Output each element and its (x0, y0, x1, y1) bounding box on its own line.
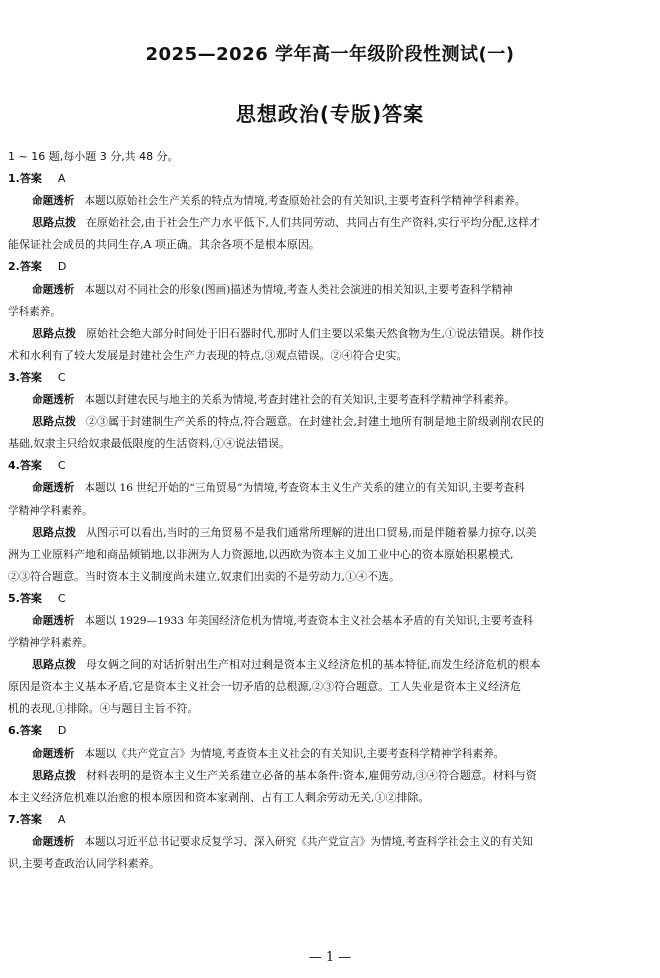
hint-line (32, 212, 650, 234)
analysis-line (32, 190, 650, 212)
answer-label: 答案 (19, 591, 42, 605)
question-answer-header (8, 588, 650, 610)
question-number: 5. (8, 591, 20, 605)
hint-line (8, 698, 650, 720)
hint-paragraph (8, 522, 650, 588)
hint-text: 能保证社会成员的共同生存,A 项正确。其余各项不是根本原因。 (8, 238, 320, 252)
hint-label: 思路点拨 (32, 415, 76, 429)
analysis-paragraph (8, 389, 650, 411)
analysis-label: 命题透析 (32, 195, 75, 208)
hint-text: 洲为工业原料产地和商品倾销地,以非洲为人力资源地,以西欧为资本主义加工业中心的资本原始积累模式, (8, 547, 514, 561)
answer-letter: A (57, 812, 66, 826)
hint-line (8, 433, 650, 455)
hint-text: ②③属于封建制生产关系的特点,符合题意。在封建社会,封建土地所有制是地主阶级剥削农民的 (86, 415, 544, 429)
hint-line (8, 544, 650, 566)
analysis-paragraph (8, 279, 650, 323)
hint-paragraph (8, 212, 650, 256)
hint-text: 材料表明的是资本主义生产关系建立必备的基本条件:资本,雇佣劳动,③④符合题意。材料与资 (86, 768, 537, 782)
question-answer-header (8, 168, 650, 190)
analysis-label: 命题透析 (32, 283, 75, 296)
analysis-line (32, 610, 650, 632)
analysis-text: 本题以原始社会生产关系的特点为情境,考查原始社会的有关知识,主要考查科学精神学科素养。 (84, 195, 526, 208)
hint-line (8, 676, 650, 698)
analysis-paragraph (8, 190, 650, 212)
hint-paragraph (8, 765, 650, 809)
hint-line (8, 234, 650, 256)
hint-label: 思路点拨 (32, 768, 76, 782)
subject-title: 思想政治(专版)答案 (235, 102, 425, 126)
answer-label: 答案 (19, 260, 42, 274)
hint-label: 思路点拨 (32, 216, 76, 230)
hint-line (8, 566, 650, 588)
question-answer-header (8, 256, 650, 278)
hint-text: 原始社会绝大部分时间处于旧石器时代,那时人们主要以采集天然食物为生,①说法错误。耕作技 (86, 326, 544, 340)
question-list (8, 168, 650, 875)
answer-label: 答案 (19, 724, 42, 738)
hint-line (32, 765, 650, 787)
analysis-text: 本题以 1929—1933 年美国经济危机为情境,考查资本主义社会基本矛盾的有关知识,主要考查科 (84, 614, 534, 627)
analysis-label: 命题透析 (32, 835, 75, 848)
hint-text: 基础,奴隶主只给奴隶最低限度的生活资料,①④说法错误。 (8, 437, 290, 451)
answer-content (8, 146, 650, 875)
analysis-text: 学科素养。 (8, 305, 61, 318)
question-number: 2. (8, 260, 20, 274)
analysis-text: 学精神学科素养。 (8, 637, 93, 650)
answer-letter: C (57, 370, 66, 384)
analysis-line (8, 301, 650, 323)
answer-letter: C (57, 459, 66, 473)
analysis-line (8, 500, 650, 522)
hint-text: ②③符合题意。当时资本主义制度尚未建立,奴隶们出卖的不是劳动力,①④不选。 (8, 569, 400, 583)
question-number: 6. (8, 724, 20, 738)
analysis-text: 识,主要考查政治认同学科素养。 (8, 858, 160, 870)
analysis-label: 命题透析 (32, 747, 75, 760)
hint-text: 从图示可以看出,当时的三角贸易不是我们通常所理解的进出口贸易,而是伴随着暴力掠夺,以美 (86, 525, 537, 539)
analysis-text: 本题以对不同社会的形象(图画)描述为情境,考查人类社会演进的相关知识,主要考查科学精神 (84, 283, 513, 296)
analysis-paragraph (8, 743, 650, 765)
question-number: 4. (8, 459, 20, 473)
analysis-line (32, 389, 650, 411)
analysis-paragraph (8, 477, 650, 521)
analysis-line (32, 477, 650, 499)
hint-paragraph (8, 323, 650, 367)
hint-label: 思路点拨 (32, 326, 76, 340)
hint-text: 术和水利有了较大发展是封建社会生产力表现的特点,③观点错误。②④符合史实。 (8, 348, 408, 362)
hint-text: 在原始社会,由于社会生产力水平低下,人们共同劳动、共同占有生产资料,实行平均分配,这样才 (86, 216, 540, 230)
answer-letter: D (57, 724, 67, 738)
scoring-intro: 1 ~ 16 题,每小题 3 分,共 48 分。 (8, 150, 179, 163)
analysis-text: 本题以习近平总书记要求反复学习、深入研究《共产党宣言》为情境,考查科学社会主义的有关知 (84, 835, 533, 848)
hint-paragraph (8, 411, 650, 455)
hint-text: 机的表现,①排除。④与题目主旨不符。 (8, 702, 199, 716)
hint-label: 思路点拨 (32, 658, 76, 672)
hint-line (8, 787, 650, 809)
answer-letter: D (57, 260, 67, 274)
hint-line (32, 411, 650, 433)
analysis-text: 本题以封建农民与地主的关系为情境,考查封建社会的有关知识,主要考查科学精神学科素养。 (84, 394, 515, 407)
analysis-line (8, 853, 650, 875)
analysis-line (32, 831, 650, 853)
analysis-label: 命题透析 (32, 394, 75, 407)
answer-label: 答案 (19, 812, 42, 826)
question-number: 1. (8, 172, 20, 186)
analysis-label: 命题透析 (32, 482, 75, 495)
question-answer-header (8, 367, 650, 389)
analysis-line (32, 279, 650, 301)
answer-label: 答案 (19, 172, 42, 186)
analysis-text: 本题以《共产党宣言》为情境,考查资本主义社会的有关知识,主要考查科学精神学科素养。 (84, 747, 505, 760)
hint-line (32, 323, 650, 345)
analysis-line (8, 632, 650, 654)
answer-letter: A (57, 172, 66, 186)
question-answer-header (8, 455, 650, 477)
page-number: — 1 — (308, 950, 352, 965)
answer-label: 答案 (19, 370, 42, 384)
hint-line (8, 345, 650, 367)
answer-letter: C (57, 591, 66, 605)
hint-text: 本主义经济危机难以治愈的根本原因和资本家剥削、占有工人剩余劳动无关,①②排除。 (8, 790, 430, 804)
analysis-paragraph (8, 831, 650, 875)
analysis-label: 命题透析 (32, 614, 75, 627)
hint-paragraph (8, 654, 650, 720)
question-number: 3. (8, 370, 20, 384)
analysis-line (32, 743, 650, 765)
analysis-paragraph (8, 610, 650, 654)
question-answer-header (8, 809, 650, 831)
hint-line (32, 522, 650, 544)
hint-text: 原因是资本主义基本矛盾,它是资本主义社会一切矛盾的总根源,②③符合题意。工人失业是资本主义经济危 (8, 680, 521, 694)
hint-label: 思路点拨 (32, 525, 76, 539)
exam-title: 2025—2026 学年高一年级阶段性测试(一) (145, 44, 515, 65)
hint-text: 母女俩之间的对话折射出生产相对过剩是资本主义经济危机的基本特征,而发生经济危机的根本 (86, 658, 541, 672)
answer-label: 答案 (19, 459, 42, 473)
analysis-text: 本题以 16 世纪开始的“三角贸易”为情境,考查资本主义生产关系的建立的有关知识,主要考查科 (84, 482, 525, 495)
question-answer-header (8, 720, 650, 742)
hint-line (32, 654, 650, 676)
analysis-text: 学精神学科素养。 (8, 504, 93, 517)
question-number: 7. (8, 812, 20, 826)
